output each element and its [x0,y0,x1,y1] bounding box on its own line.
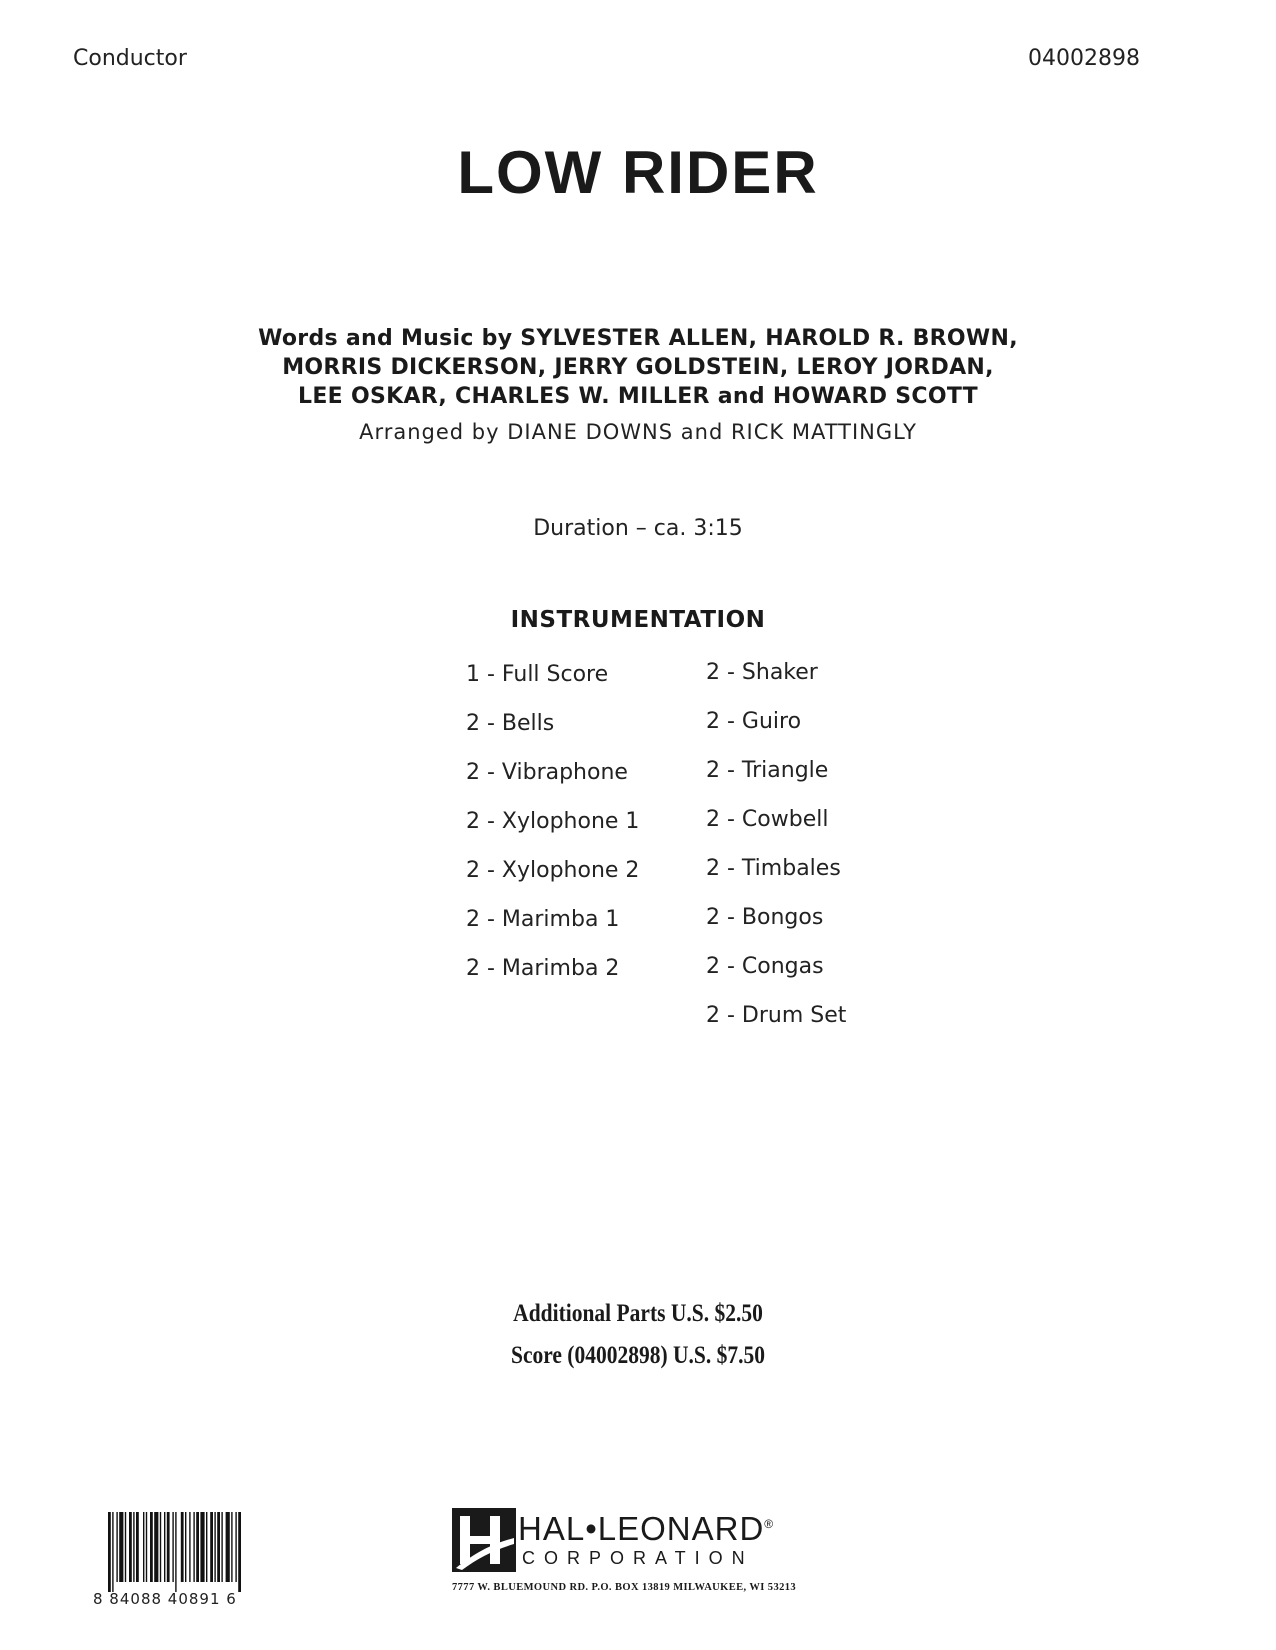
barcode-bar [119,1512,123,1582]
barcode-bar [193,1512,194,1582]
barcode-graphic [108,1512,292,1592]
barcode-bar [150,1512,153,1582]
instrument-item: 2 - Shaker [706,660,818,685]
barcode-bar [112,1512,113,1592]
instrumentation-right-column [706,658,846,1050]
barcode-bar [129,1512,132,1582]
additional-parts-price: Additional Parts U.S. $2.50 [513,1300,763,1327]
hal-leonard-logo-icon [452,1508,516,1572]
instrument-item: 2 - Cowbell [706,807,829,832]
barcode-bar [226,1512,230,1582]
header-left-label: Conductor [73,46,187,71]
barcode-bar [196,1512,199,1582]
credits-line-1: Words and Music by SYLVESTER ALLEN, HAROLD R. BROWN, [258,326,1018,351]
barcode-bar [143,1512,144,1582]
barcode-bar [221,1512,222,1582]
duration: Duration – ca. 3:15 [533,516,743,541]
barcode-bar [210,1512,213,1582]
barcode-bar [175,1512,176,1592]
publisher-name [518,1510,774,1548]
instrument-item: 1 - Full Score [466,662,609,687]
publisher-logo [452,1508,822,1618]
score-price: Score (04002898) U.S. $7.50 [510,1342,765,1369]
registered-mark: ® [764,1517,775,1531]
barcode-bar [235,1512,236,1582]
publisher-address: 7777 W. BLUEMOUND RD. P.O. BOX 13819 MILWAUKEE, WI 53213 [452,1582,797,1593]
barcode-bar [160,1512,161,1582]
barcode-bar [217,1512,220,1582]
barcode-bar [200,1512,204,1582]
barcode-bar [238,1512,241,1592]
instrument-item: 2 - Marimba 2 [466,956,620,981]
barcode-bar [125,1512,126,1582]
credits-line-2: MORRIS DICKERSON, JERRY GOLDSTEIN, LEROY JORDAN, [282,355,994,380]
barcode-bar [136,1512,139,1582]
barcode-number: 8 84088 40891 6 [93,1590,237,1608]
price-block [89,1294,1186,1378]
barcode-bar [154,1512,158,1582]
barcode-bar [214,1512,215,1582]
barcode-bar [116,1512,117,1582]
publisher-corporation: CORPORATION [522,1548,754,1568]
instrument-item: 2 - Marimba 1 [466,907,620,932]
barcode-bar [108,1512,111,1592]
instrument-item: 2 - Bells [466,711,555,736]
barcode-bar [185,1512,186,1582]
instrument-item: 2 - Xylophone 1 [466,809,640,834]
publisher-name-text: HAL•LEONARD [518,1510,765,1547]
barcode-bar [172,1512,173,1582]
barcode-bar [231,1512,232,1582]
barcode-bar [164,1512,165,1582]
instrument-item: 2 - Xylophone 2 [466,858,640,883]
instrument-item: 2 - Timbales [706,856,841,881]
page-title: LOW RIDER [457,139,819,206]
barcode-bar [206,1512,207,1582]
credits-line-3: LEE OSKAR, CHARLES W. MILLER and HOWARD SCOTT [298,384,978,409]
instrument-item: 2 - Bongos [706,905,824,930]
barcode-bar [167,1512,170,1582]
arranged-by: Arranged by DIANE DOWNS and RICK MATTINGLY [359,420,917,444]
instrument-item: 2 - Drum Set [706,1003,847,1028]
barcode-bar [146,1512,147,1582]
instrument-item: 2 - Congas [706,954,824,979]
barcode-bar [133,1512,134,1582]
catalog-number: 04002898 [1028,46,1140,71]
barcode-bar [189,1512,190,1582]
instrument-item: 2 - Triangle [706,758,829,783]
instrument-item: 2 - Guiro [706,709,802,734]
barcode-bar [181,1512,184,1582]
instrumentation-heading: INSTRUMENTATION [510,607,766,633]
instrument-item: 2 - Vibraphone [466,760,628,785]
instrumentation-left-column [466,660,639,1003]
